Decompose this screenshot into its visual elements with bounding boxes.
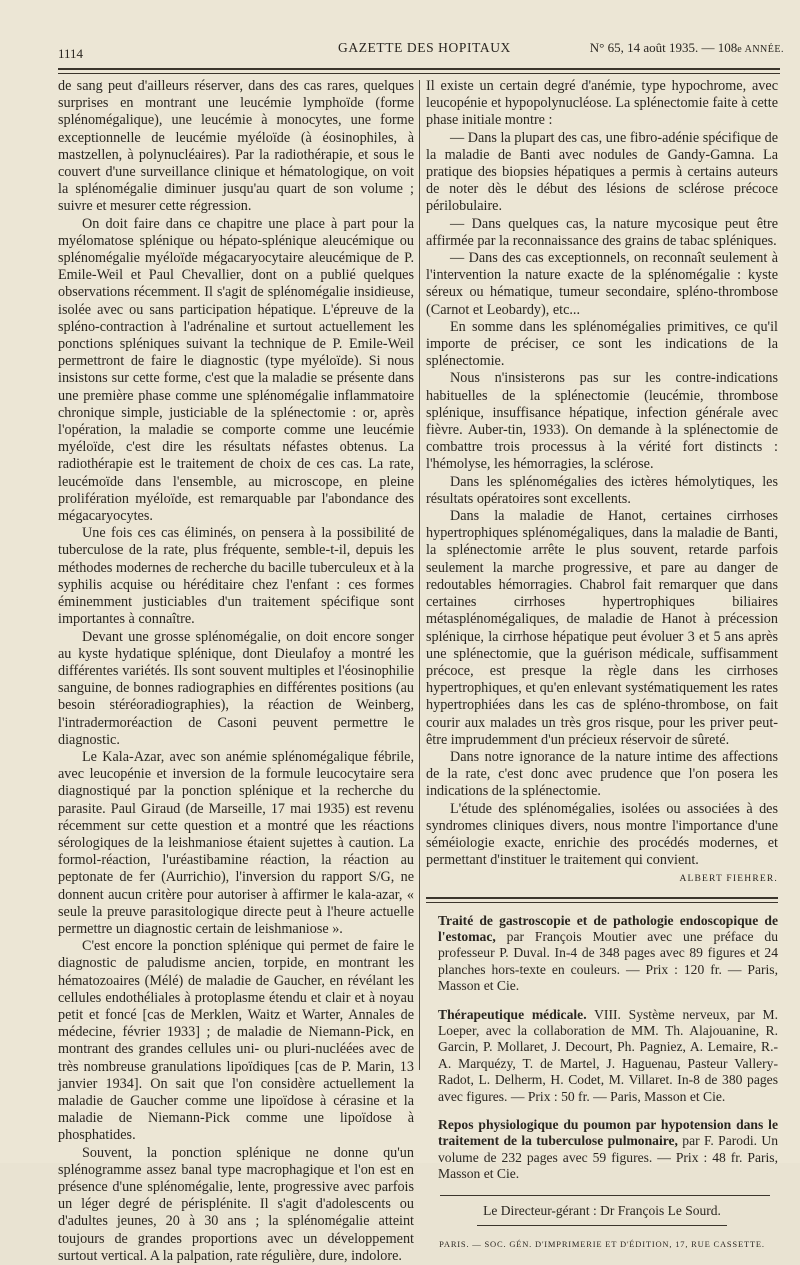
paragraph: En somme dans les splénomégalies primitives, ce qu'il importe de préciser, ce sont les indications de la splénectomie. [426,318,778,370]
paragraph: Dans notre ignorance de la nature intime des affections de la rate, c'est donc avec prudence que l'on posera les indications de la splénectomie. [426,748,778,800]
paragraph: — Dans quelques cas, la nature mycosique peut être affirmée par la reconnaissance des grains de tabac spléniques. [426,215,778,249]
journal-title: GAZETTE DES HOPITAUX [338,40,511,55]
paragraph: Souvent, la ponction splénique ne donne qu'un splénogramme assez banal type macrophagique et l'on est en présence d'une splénomégalie, lente, progressive avec parfois un léger degré de périsplénite. Il s'agit d'adolescents ou d'adultes jeunes, 20 à 30 ans ; la splénomégalie atteint toujours de grandes proportions avec un développement surtout vertical. A la palpation, rate régulière, dure, indolore. [58,1144,414,1264]
paragraph: Dans les splénomégalies des ictères hémolytiques, les résultats opératoires sont excellents. [426,473,778,507]
book-details: par François Moutier avec une préface du professeur P. Duval. In-4 de 348 pages avec 89 figures et 24 planches hors-texte en couleurs. — Prix : 120 fr. — Paris, Masson et Cie. [438,928,778,994]
book-details: VIII. Système nerveux, par M. Loeper, avec la collaboration de MM. Th. Alajouanine, R. Garcin, P. Mollaret, J. Decourt, Ph. Pagniez, A. Lemaire, R.-A. Marquézy, T. de Martel, J. Haguenau, Pasteur Vallery-Radot, L. Delherm, H. Codet, M. Villaret. In-8 de 380 pages avec figures. — Prix : 50 fr. — Paris, Masson et Cie. [438,1006,778,1104]
book-notice [426,1117,778,1183]
book-notice [426,913,778,995]
book-details: par F. Parodi. Un volume de 232 pages avec 59 figures. — Prix : 48 fr. Paris, Masson et Cie. [438,1133,778,1182]
paragraph: Nous n'insisterons pas sur les contre-indications habituelles de la splénectomie (leucémie, thrombose splénique, insuffisance hépatique, infection générale avec fièvre. Auber-tin, 1933). On demande à la splénectomie de combattre trois processus à la vérité fort distincts : l'hémolyse, les hémorragies, la sclérose. [426,370,778,473]
printer-rule [477,1225,727,1226]
paragraph: Dans la maladie de Hanot, certaines cirrhoses hypertrophiques splénomégaliques, dans la maladie de Banti, la splénectomie arrête le plus souvent, retarde parfois seulement la marche progressive, et pare au danger de redoutables hémorragies. Chabrol fait remarquer que dans certaines cirrhoses hypertrophiques biliaires métasplénomégaliques, de maladie de Hanot à précession splénique, la cirrhose hépatique peut évoluer 3 et 5 ans après une splénectomie, que la guérison médicale, suffisamment précoce, est presque la règle dans les cirrhoses hypertrophiques, et qu'en enlevant systématiquement les rates hypertrophiées dans les cas de spléno-thrombose, on fait courir aux malades un très gros risque, pour les priver peut-être imprudemment d'un précieux réservoir de sûreté. [426,508,778,748]
director-rule [440,1195,770,1196]
paragraph: de sang peut d'ailleurs réserver, dans des cas rares, quelques surprises en montrant une leucémie lymphoïde (forme splénomégalique), une leucémie à monocytes, une forme exceptionnelle de leucémie myéloïde (à éosinophiles, à mastzellen, à polynucléaires). Par la radiothérapie, et sous le couvert d'une surveillance clinique et hématologique, on voit la splénomégalie diminuer jusqu'au quart de son volume ; suivre et mesurer cette régression. [58,78,414,215]
section-rule-thin [426,902,778,903]
issue-suffix: e ANNÉE. [737,44,784,55]
author-signature: ALBERT FIEHRER. [679,874,778,885]
paragraph: — Dans des cas exceptionnels, on reconnaît seulement à l'intervention la nature exacte de la splénomégalie : kyste séreux ou hématique, tumeur secondaire, spléno-thrombose (Carnot et Leobardy), etc... [426,250,778,318]
paragraph: Il existe un certain degré d'anémie, type hypochrome, avec leucopénie et hypopolynucléose. La splénectomie faite à cette phase initiale montre : [426,78,778,129]
paragraph: Une fois ces cas éliminés, on pensera à la possibilité de tuberculose de la rate, plus fréquente, semble-t-il, depuis les méthodes modernes de recherche du bacille tuberculeux et à la syphilis acquise ou héréditaire chez l'enfant : ces formes éminemment justiciables d'un traitement spécifique sont importantes à connaître. [58,525,414,628]
column-divider [419,80,420,1070]
book-title: Thérapeutique médicale. [438,1006,587,1022]
left-column [58,78,414,1265]
book-title: Traité de gastroscopie et de pathologie endoscopique de l'estomac, [438,912,778,944]
paragraph: On doit faire dans ce chapitre une place à part pour la myélomatose splénique ou hépato-splénique aleucémique ou splénomégalie myéloïde mégacaryocytaire aleucémique de P. Emile-Weil et Paul Chevallier, dont on a publié quelques observations récemment. Il s'agit de splénomégalie insidieuse, isolée avec ou sans participation hépatique. L'épreuve de la spléno-contraction à l'adrénaline et surtout actuellement les ponctions spléniques suivant la technique de P. Emile-Weil permettront de faire le diagnostic (type myéloïde). Si nous insistons sur cette forme, c'est que la maladie se présente dans une première phase comme une splénomégalie inflammatoire chronique simple, justiciable de la splénectomie : or, après l'opération, la maladie se comporte comme une leucémie myéloïde, c'est dire les résultats néfastes obtenus. La radiothérapie est le traitement de choix de ces cas. La rate, leucémoïde dans l'ensemble, au microscope, en pleine prolifération myéloïde, est remarquable par l'abondance des mégacaryocytes. [58,215,414,525]
paragraph: C'est encore la ponction splénique qui permet de faire le diagnostic de paludisme ancien, torpide, en montrant les hématozoaires (Mélé) de maladie de Gaucher, en révélant les cellules endothéliales à protoplasme étendu et clair et à noyau petit et foncé [cas de Merklen, Waitz et Warter, Annales de médecine, février 1933] ; de maladie de Niemann-Pick, en montrant des grandes cellules uni- ou pluri-nucléées avec de très nombreuse granulations lipoïdiques [cas de P. Marin, 13 janvier 1934]. On sait que l'on considère actuellement la maladie de Gaucher comme une lipoïdose à cérasine et la maladie de Niemann-Pick comme une lipoïdose à phosphatides. [58,938,414,1144]
section-rule [426,897,778,899]
book-title: Repos physiologique du poumon par hypotension dans le traitement de la tuberculose pulmonaire, [438,1117,778,1149]
paragraph: Devant une grosse splénomégalie, on doit encore songer au kyste hydatique splénique, dont Dieulafoy a montré les différentes variétés. Ils sont souvent multiples et l'éosinophilie sanguine, de bonnes radiographies en différentes positions (au besoin stéréoradiographies), la réaction de Weinberg, l'intradermoréaction de Casoni peuvent permettre le diagnostic. [58,628,414,748]
page-number: 1114 [58,46,84,61]
paragraph: Le Kala-Azar, avec son anémie splénomégalique fébrile, avec leucopénie et inversion de la formule leucocytaire sera diagnostiqué par la ponction splénique et la recherche du parasite. Paul Giraud (de Marseille, 17 mai 1935) est revenu récemment sur cette question et a montré que les réactions sérologiques de la leishmaniose étaient sujettes à caution. La formol-réaction, l'uréastibamine réaction, la réaction au peptonate de fer (Aurrichio), l'inversion du rapport S/G, ne donnent aucun critère pour autoriser à affirmer le kala-azar, « seule la preuve parasitologique directe peut à l'heure actuelle permettre un diagnostic certain de leishmaniose ». [58,748,414,937]
paragraph: L'étude des splénomégalies, isolées ou associées à des syndromes cliniques divers, nous montre l'importance d'une séméiologie exacte, enrichie des procédés modernes, et permettant d'instituer le traitement qui convient. [426,800,778,869]
right-column [426,78,778,1253]
page-header [58,38,784,60]
header-rule [58,68,780,70]
header-rule-thin [58,73,780,74]
director-line: Le Directeur-gérant : Dr François Le Sourd. [483,1202,721,1218]
issue-number: N° 65, 14 août 1935. — 108 [589,40,738,55]
printer-line: PARIS. — SOC. GÉN. D'IMPRIMERIE ET D'ÉDITION, 17, RUE CASSETTE. [439,1238,765,1249]
book-notice [426,1007,778,1105]
issue-info [590,40,784,56]
paragraph: — Dans la plupart des cas, une fibro-adénie spécifique de la maladie de Banti avec nodules de Gandy-Gamna. La pratique des biopsies hépatiques a permis à certains auteurs de noter dès le début des lésions de sclérose précoce périlobulaire. [426,129,778,215]
